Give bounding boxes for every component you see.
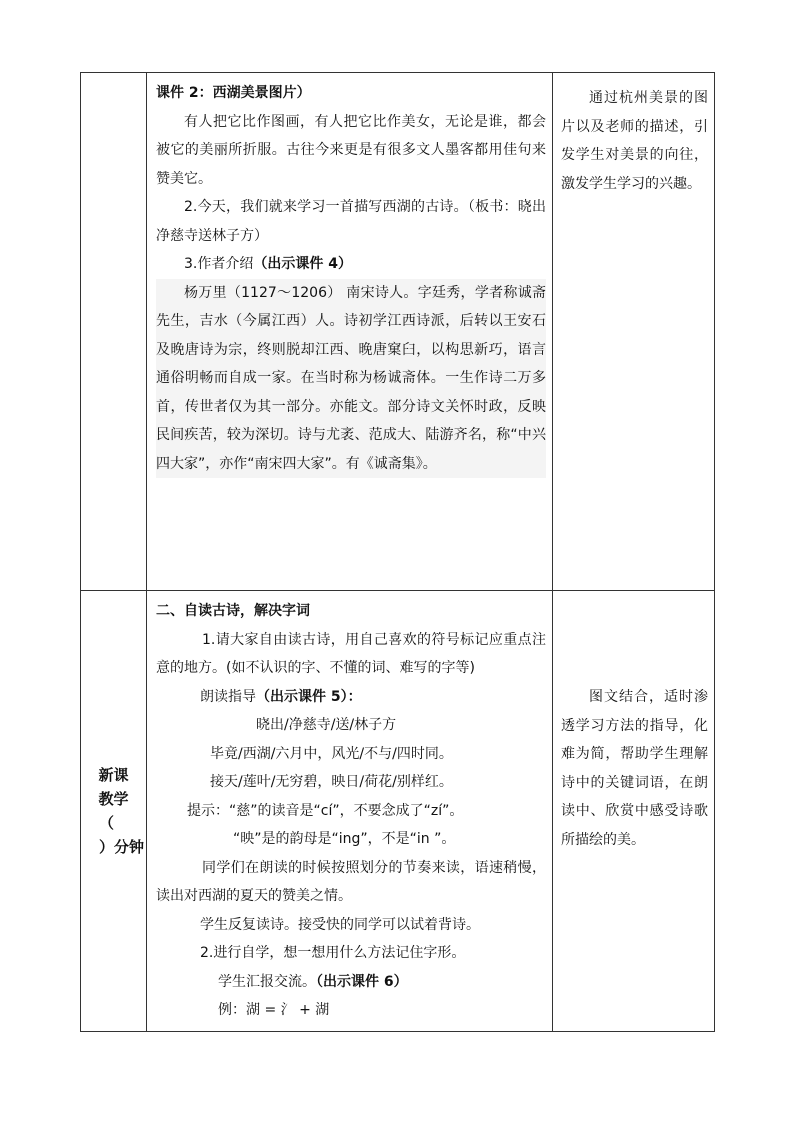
character-example: 例：湖 = 氵 + 湖 xyxy=(218,1002,330,1018)
reading-guide-heading xyxy=(156,683,546,712)
label-line-3: （ xyxy=(99,814,115,832)
poem-line-1: 毕竟/西湖/六月中，风光/不与/四时同。 xyxy=(210,745,453,762)
step-2-paragraph: 2.今天，我们就来学习一首描写西湖的古诗。（板书：晓出净慈寺送林子方） xyxy=(156,199,546,244)
design-note-2: 图文结合，适时渗透学习方法的指导，化难为简，帮助学生理解诗中的关键词语，在朗读中、欣赏中感受诗歌所描绘的美。 xyxy=(561,689,708,848)
label-line-1: 新课 xyxy=(98,766,129,784)
note-cell xyxy=(553,591,715,1032)
design-note-1: 通过杭州美景的图片以及老师的描述，引发学生对美景的向往，激发学生学习的兴趣。 xyxy=(561,90,708,192)
note-cell xyxy=(553,73,715,591)
report-paragraph xyxy=(156,968,546,997)
table-row xyxy=(81,591,715,1032)
report-text: 学生汇报交流。 xyxy=(218,973,316,990)
content-cell xyxy=(147,591,553,1032)
author-intro-text: 3.作者介绍 xyxy=(184,256,254,272)
courseware-4-label: （出示课件 4） xyxy=(253,256,352,272)
label-line-2: 教学 xyxy=(98,790,129,808)
author-intro-heading xyxy=(156,250,546,279)
tip-2: “映”是的韵母是“ing”，不是“in ”。 xyxy=(233,831,456,847)
repeat-paragraph: 学生反复读诗。接受快的同学可以试着背诗。 xyxy=(200,916,480,933)
author-bio: 杨万里（1127～1206） 南宋诗人。字廷秀，学者称诚斋先生，吉水（今属江西）人。诗初学江西诗派，后转以王安石及晚唐诗为宗，终则脱却江西、晚唐窠臼，以构思新巧，语言通俗明畅而自成一家。在当时称为杨诚斋体。一生作诗二万多首，传世者仅为其一部分。亦能文。部分诗文关怀时政，反映民间疾苦，较为深切。诗与尤袤、范成大、陆游齐名，称“中兴四大家”，亦作“南宋四大家”。有《诚斋集》。 xyxy=(156,279,546,479)
tip-1: 提示：“慈”的读音是“cí”，不要念成了“zí”。 xyxy=(187,802,464,819)
poem-line-2: 接天/莲叶/无穷碧，映日/荷花/别样红。 xyxy=(210,774,453,790)
reading-guide-text: 朗读指导 xyxy=(200,688,256,705)
intro-paragraph: 有人把它比作图画，有人把它比作美女，无论是谁，都会被它的美丽所折服。古往今来更是有很多文人墨客都用佳句来赞美它。 xyxy=(156,113,546,187)
label-line-4: ）分钟 xyxy=(99,838,145,856)
table-row xyxy=(81,73,715,591)
step-2-self-study: 2.进行自学，想一想用什么方法记住字形。 xyxy=(200,945,466,961)
section-label-cell xyxy=(81,591,147,1032)
courseware-6-label: （出示课件 6） xyxy=(316,973,408,990)
rhythm-paragraph: 同学们在朗读的时候按照划分的节奏来读，语速稍慢，读出对西湖的夏天的赞美之情。 xyxy=(156,859,546,904)
poem-title: 晓出/净慈寺/送/林子方 xyxy=(256,717,397,733)
section-label-cell-empty xyxy=(81,73,147,591)
section-heading: 二、自读古诗，解决字词 xyxy=(156,603,310,619)
content-cell xyxy=(147,73,553,591)
step-1-paragraph: 1.请大家自由读古诗，用自己喜欢的符号标记应重点注意的地方。(如不认识的字、不懂的词、难写的字等) xyxy=(156,631,546,676)
courseware-5-label: （出示课件 5）： xyxy=(256,688,362,705)
lesson-plan-table xyxy=(80,72,715,1032)
courseware-2-heading: 课件 2：西湖美景图片） xyxy=(156,85,311,101)
